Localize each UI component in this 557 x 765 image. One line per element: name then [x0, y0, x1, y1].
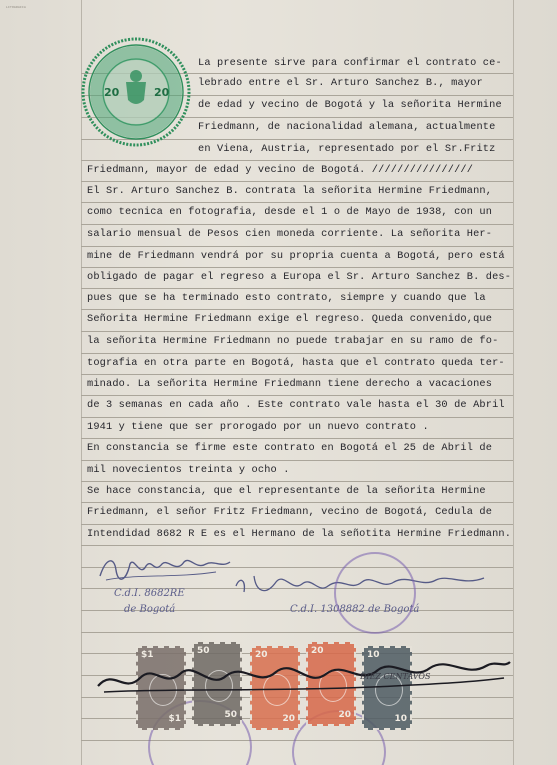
contract-line: mil novecientos treinta y ocho .	[87, 464, 290, 476]
ruled-line	[81, 267, 513, 268]
ruled-line	[81, 438, 513, 439]
stamp-value: 20	[311, 646, 324, 656]
stamp-value: 20	[255, 650, 268, 660]
contract-line: pues que se ha terminado esto contrato, siempre y cuando que la	[87, 292, 486, 304]
printer-mark: LITOGRAFIA	[6, 6, 27, 9]
ruled-line	[81, 524, 513, 525]
left-city-handwriting: de Bogotá	[124, 604, 176, 615]
contract-line: Se hace constancia, que el representante de la señorita Hermine	[87, 485, 486, 497]
svg-text:20: 20	[154, 86, 170, 99]
ruled-line	[81, 224, 513, 225]
contract-line: lebrado entre el Sr. Arturo Sanchez B., mayor	[198, 77, 483, 89]
stamp-caption: DIEZ CENTAVOS	[360, 672, 431, 681]
stamp-value: $1	[141, 650, 154, 660]
stamp-value: $1	[168, 714, 181, 724]
ruled-line	[81, 331, 513, 332]
stamp-value: 10	[394, 714, 407, 724]
svg-text:20: 20	[104, 86, 120, 99]
contract-line: salario mensual de Pesos cien moneda corriente. La señorita Her-	[87, 228, 493, 240]
contract-line: tografia en otra parte en Bogotá, hasta que el contrato queda ter-	[87, 357, 505, 369]
stamp-value: 50	[197, 646, 210, 656]
rubber-stamp-notary-icon	[334, 552, 416, 634]
contract-line: Friedmann, de nacionalidad alemana, actualmente	[198, 121, 496, 133]
contract-line: La presente sirve para confirmar el contrato ce-	[198, 57, 502, 69]
contract-line: de 3 semanas en cada año . Este contrato vale hasta el 30 de Abril	[87, 399, 505, 411]
contract-line: En constancia se firme este contrato en Bogotá el 25 de Abril de	[87, 442, 493, 454]
contract-line: de edad y vecino de Bogotá y la señorita Hermine	[198, 99, 502, 111]
contract-line: Intendidad 8682 R E es el Hermano de la señotita Hermine Friedmann.	[87, 528, 512, 540]
right-cedula-handwriting: C.d.I. 1308882 de Bogotá	[290, 604, 420, 615]
ruled-line	[81, 246, 513, 247]
contract-line: El Sr. Arturo Sanchez B. contrata la señorita Hermine Friedmann,	[87, 185, 493, 197]
ruled-line	[81, 202, 513, 203]
ruled-line	[81, 502, 513, 503]
ruled-line	[81, 632, 513, 633]
ruled-line	[81, 374, 513, 375]
ruled-line	[81, 309, 513, 310]
contract-line: minado. La señorita Hermine Friedmann tiene derecho a vacaciones	[87, 378, 493, 390]
ruled-line	[81, 417, 513, 418]
stamp-value: 20	[338, 710, 351, 720]
left-cedula-handwriting: C.d.I. 8682RE	[114, 588, 185, 599]
contract-line: como tecnica en fotografia, desde el 1 o de Mayo de 1938, con un	[87, 206, 493, 218]
ruled-line	[81, 545, 513, 546]
contract-line: Friedmann, el señor Fritz Friedmann, vecino de Bogotá, Cedula de	[87, 506, 493, 518]
contract-line: Friedmann, mayor de edad y vecino de Bogotá. ////////////////	[87, 164, 474, 176]
ruled-line	[81, 481, 513, 482]
stamp-value: 50	[224, 710, 237, 720]
ruled-line	[81, 160, 513, 161]
contract-line: mine de Friedmann vendrá por su propria cuenta a Bogotá, pero está	[87, 250, 505, 262]
ruled-line	[81, 395, 513, 396]
contract-line: la señorita Hermine Friedmann no puede trabajar en su ramo de fo-	[87, 335, 499, 347]
government-seal-icon	[80, 36, 192, 148]
ruled-line	[81, 460, 513, 461]
stamp-value: 20	[282, 714, 295, 724]
contract-line: obligado de pagar el regreso a Europa el Sr. Arturo Sanchez B. des-	[87, 271, 512, 283]
ruled-line	[81, 181, 513, 182]
stamp-value: 10	[367, 650, 380, 660]
ruled-line	[81, 288, 513, 289]
ruled-line	[81, 353, 513, 354]
contract-line: en Viena, Austria, representado por el Sr.Fritz	[198, 143, 496, 155]
signature-left-icon	[96, 550, 236, 590]
contract-line: 1941 y tiene que ser prorogado por un nuevo contrato .	[87, 421, 429, 433]
stamp-cancellation-signature-icon	[94, 648, 514, 708]
contract-line: Señorita Hermine Friedmann exige el regreso. Queda convenido,que	[87, 313, 493, 325]
